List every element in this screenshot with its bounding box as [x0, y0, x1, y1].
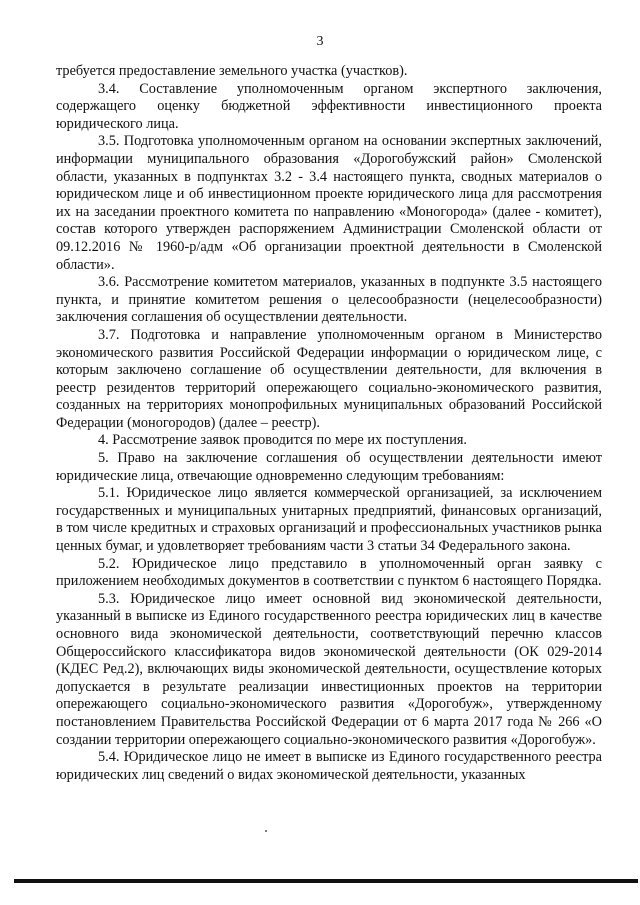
scan-speck	[265, 830, 267, 832]
document-body	[56, 63, 602, 784]
paragraph-5-3: 5.3. Юридическое лицо имеет основной вид экономической деятельности, указанный в выписке из Единого государственного реестра юридических лиц в качестве основного вида экономической деятельности, соответствующий перечню классов Общероссийского классификатора видов экономической деятельности (ОК 029-2014 (КДЕС Ред.2), включающих виды экономической деятельности, осуществление которых допускается в результате реализации инвестиционных проектов на территории опережающего социально-экономического развития «Дорогобуж», утвержденному постановлением Правительства Российской Федерации от 6 марта 2017 года № 266 «О создании территории опережающего социально-экономического развития «Дорогобуж».	[56, 590, 602, 748]
paragraph-5-2: 5.2. Юридическое лицо представило в уполномоченный орган заявку с приложением необходимых документов в соответствии с пунктом 6 настоящего Порядка.	[56, 555, 602, 590]
paragraph-5-1: 5.1. Юридическое лицо является коммерческой организацией, за исключением государственных и муниципальных унитарных предприятий, финансовых организаций, в том числе кредитных и страховых организаций и профессиональных участников рынка ценных бумаг, и удовлетворяет требованиям части 3 статьи 34 Федерального закона.	[56, 485, 602, 555]
page-number: 3	[316, 34, 324, 49]
paragraph-5-4: 5.4. Юридическое лицо не имеет в выписке из Единого государственного реестра юридических лиц сведений о видах экономической деятельности, указанных	[56, 749, 602, 783]
paragraph-4: 4. Рассмотрение заявок проводится по мере их поступления.	[98, 432, 468, 449]
paragraph-3-4: 3.4. Составление уполномоченным органом экспертного заключения, содержащего оценку бюджетной эффективности инвестиционного проекта юридического лица.	[56, 80, 602, 132]
paragraph-3-7: 3.7. Подготовка и направление уполномоченным органом в Министерство экономического развития Российской Федерации информации о юридическом лице, с которым заключено соглашение об осуществлении деятельности, для включения в реестр резидентов территорий опережающего социально-экономического развития, созданных на территориях монопрофильных муниципальных образований Российской Федерации (моногородов) (далее – реестр).	[56, 326, 602, 431]
bottom-scan-border	[14, 879, 638, 883]
paragraph-3-5: 3.5. Подготовка уполномоченным органом на основании экспертных заключений, информации муниципального образования «Дорогобужский район» Смоленской области, указанных в подпунктах 3.2 - 3.4 настоящего пункта, сводных материалов о юридическом лице и об инвестиционном проекте юридического лица для рассмотрения их на заседании проектного комитета по направлению «Моногорода» (далее - комитет), состав которого утвержден распоряжением Администрации Смоленской области от 09.12.2016 № 1960-р/адм «Об организации проектной деятельности в Смоленской области».	[56, 133, 602, 273]
paragraph-5: 5. Право на заключение соглашения об осуществлении деятельности имеют юридические лица, отвечающие одновременно следующим требованиям:	[56, 450, 602, 484]
paragraph-3-6: 3.6. Рассмотрение комитетом материалов, указанных в подпункте 3.5 настоящего пункта, и принятие комитетом решения о целесообразности (нецелесообразности) заключения соглашения об осуществлении деятельности.	[56, 274, 602, 326]
paragraph-continuation: требуется предоставление земельного участка (участков).	[56, 63, 408, 79]
